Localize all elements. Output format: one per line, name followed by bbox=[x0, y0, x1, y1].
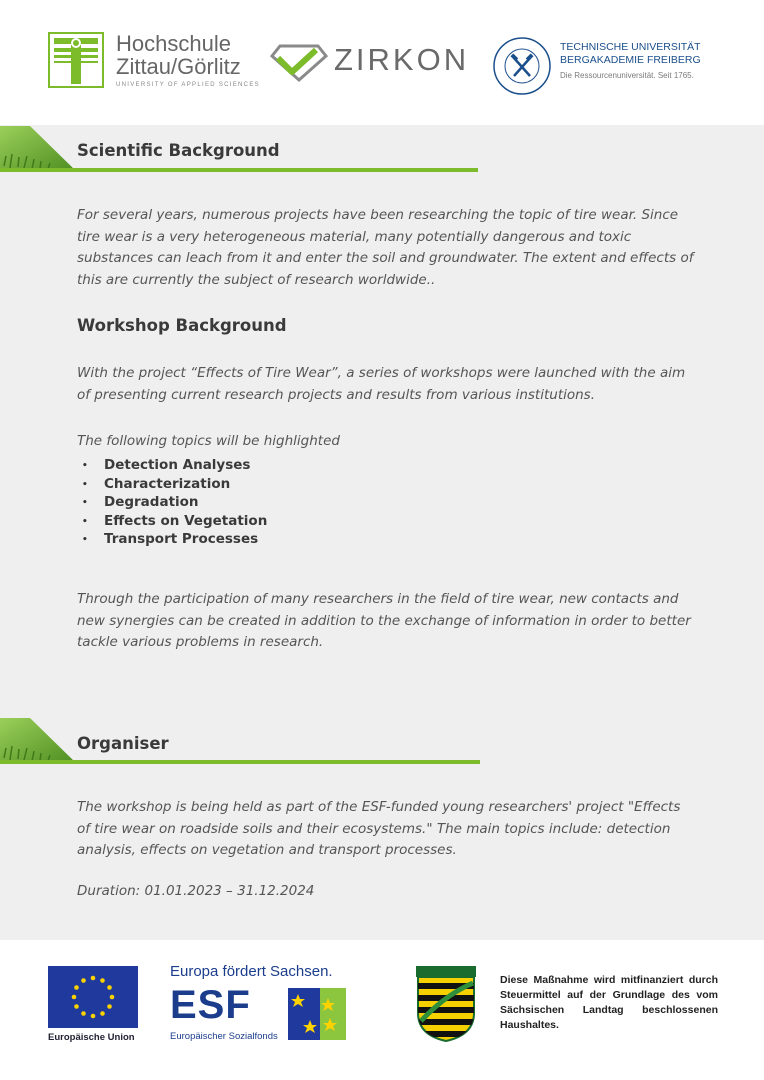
organiser-rule bbox=[0, 760, 480, 764]
scientific-heading-bar bbox=[0, 126, 490, 176]
grass-banner-icon bbox=[0, 126, 80, 170]
hszg-name-line1: Hochschule bbox=[116, 31, 231, 56]
page-header bbox=[0, 0, 764, 125]
esf-wordmark: ESF bbox=[170, 983, 251, 1027]
duration-text: Duration: 01.01.2023 – 31.12.2024 bbox=[77, 883, 315, 899]
hszg-tagline: UNIVERSITY OF APPLIED SCIENCES bbox=[116, 82, 260, 88]
list-item: • Degradation bbox=[80, 493, 267, 512]
zirkon-wordmark: ZIRKON bbox=[334, 42, 470, 77]
esf-stars-icon bbox=[288, 988, 346, 1040]
eu-caption: Europäische Union bbox=[48, 1032, 135, 1043]
tu-freiberg-logo bbox=[492, 36, 722, 94]
topics-intro: The following topics will be highlighted bbox=[77, 433, 340, 449]
workshop-title: Workshop Background bbox=[77, 316, 287, 335]
zirkon-logo bbox=[270, 40, 470, 82]
esf-logo bbox=[170, 963, 360, 1048]
list-item: • Transport Processes bbox=[80, 530, 267, 549]
workshop-closing: Through the participation of many researchers in the field of tire wear, new contacts and new synergies can be created in addition to the exchange of information in order to better tackle various problems in research. bbox=[77, 591, 691, 650]
list-item: • Detection Analyses bbox=[80, 456, 267, 475]
list-item: • Effects on Vegetation bbox=[80, 512, 267, 531]
scientific-rule bbox=[0, 168, 478, 172]
eu-logo bbox=[48, 966, 140, 1046]
workshop-intro: With the project “Effects of Tire Wear”, a series of workshops were launched with the aim of presenting current research projects and results from various institutions. bbox=[77, 365, 686, 403]
tu-name-line2: BERGAKADEMIE FREIBERG bbox=[560, 54, 701, 66]
organiser-text: The workshop is being held as part of the ESF-funded young researchers' project "Effects of tire wear on roadside soils and their ecosystems." The main topics include: detection analysis, effects on vegetation and transport processes. bbox=[77, 799, 681, 858]
hszg-logo bbox=[48, 31, 260, 92]
esf-slogan: Europa fördert Sachsen. bbox=[170, 963, 333, 980]
esf-subtitle: Europäischer Sozialfonds bbox=[170, 1031, 278, 1042]
list-item: • Characterization bbox=[80, 475, 267, 494]
scientific-title: Scientific Background bbox=[77, 141, 280, 160]
eu-flag-icon bbox=[48, 966, 138, 1028]
hszg-logo-mark bbox=[48, 32, 104, 88]
grass-banner-icon bbox=[0, 718, 80, 762]
tu-name-line1: TECHNISCHE UNIVERSITÄT bbox=[560, 41, 701, 53]
funding-notice: Diese Maßnahme wird mitfinanziert durch Steuermittel auf der Grundlage des vom Sächsischen Landtag beschlossenen Haushaltes. bbox=[500, 974, 718, 1031]
scientific-text: For several years, numerous projects have been researching the topic of tire wear. Since tire wear is a very heterogeneous material, many potentially dangerous and toxic substances can leach from it and enter the soil and groundwater. The extent and effects of this are currently the subject of research worldwide.. bbox=[77, 207, 694, 288]
saxony-coat-of-arms bbox=[415, 965, 477, 1043]
saxony-crest-icon bbox=[415, 965, 477, 1043]
hszg-name-line2: Zittau/Görlitz bbox=[116, 54, 241, 79]
tu-seal-icon bbox=[492, 36, 552, 96]
topics-list bbox=[80, 456, 267, 549]
zirkon-diamond-icon bbox=[270, 42, 328, 82]
organiser-heading-bar bbox=[0, 718, 490, 768]
tu-tagline: Die Ressourcenuniversität. Seit 1765. bbox=[560, 71, 694, 80]
organiser-title: Organiser bbox=[77, 734, 169, 753]
